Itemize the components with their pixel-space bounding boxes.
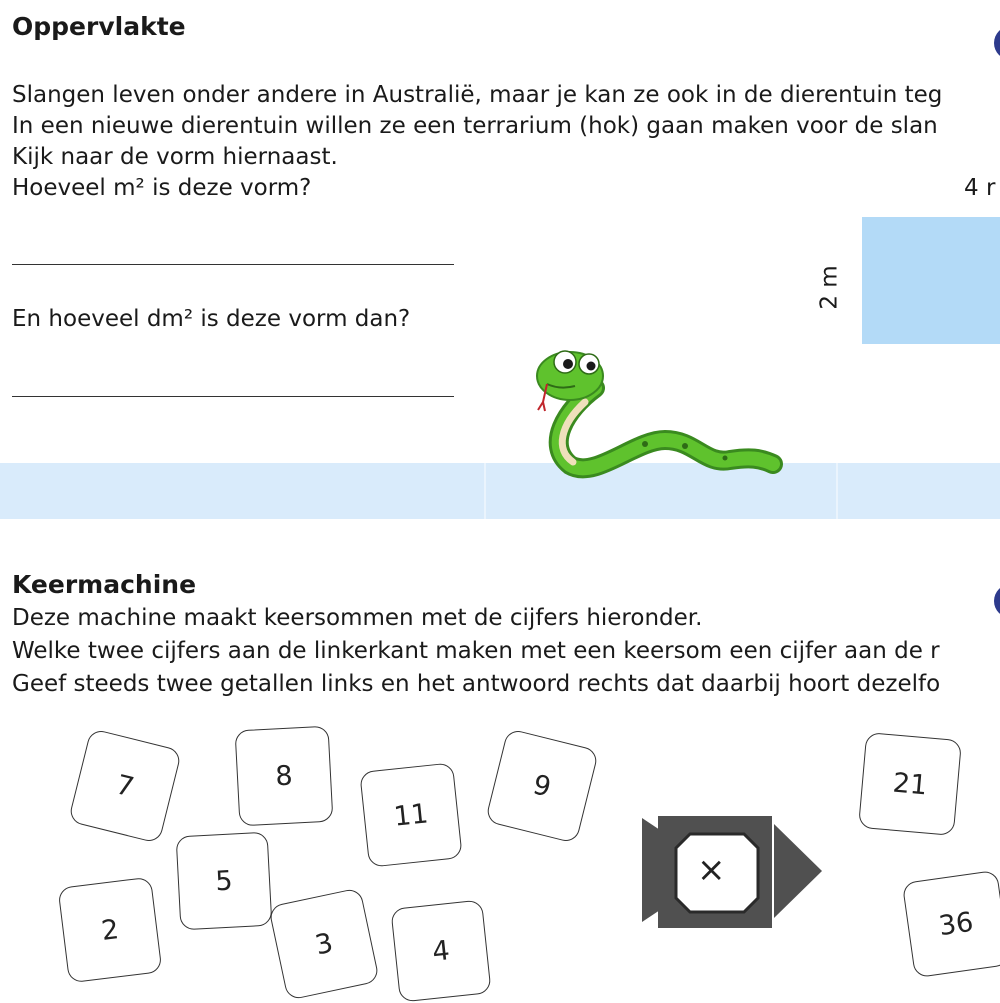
number-tile[interactable] (390, 899, 491, 1002)
answer-tile[interactable] (902, 870, 1000, 978)
number-tile[interactable] (485, 728, 599, 844)
shape-width-label: 4 r (964, 175, 996, 201)
tile-value: 9 (529, 768, 555, 804)
section-badge-icon (994, 26, 1000, 60)
answer-tile[interactable] (858, 732, 962, 836)
tile-value: 8 (274, 760, 294, 792)
number-tile[interactable] (68, 728, 182, 844)
question-m2: Hoeveel m² is deze vorm? (12, 175, 312, 201)
tile-value: 21 (891, 767, 929, 801)
intro-text-line: Slangen leven onder andere in Australië, maar je kan ze ook in de dierentuin teg (12, 82, 943, 108)
tile-value: 3 (312, 927, 336, 961)
answer-line-dm2[interactable] (12, 396, 454, 397)
instruction-line: Welke twee cijfers aan de linkerkant maken met een keersom een cijfer aan de r (12, 638, 940, 664)
intro-text-line: Kijk naar de vorm hiernaast. (12, 144, 338, 170)
blue-band (0, 463, 1000, 519)
section-badge-icon (994, 584, 1000, 618)
band-divider (836, 463, 838, 519)
multiply-machine-icon (640, 810, 826, 932)
section-title-keermachine: Keermachine (12, 570, 197, 599)
question-dm2: En hoeveel dm² is deze vorm dan? (12, 306, 411, 332)
number-tile[interactable] (235, 726, 334, 827)
answer-line-m2[interactable] (12, 264, 454, 265)
tile-value: 11 (392, 797, 430, 833)
tile-value: 5 (214, 865, 234, 897)
tile-value: 2 (99, 913, 121, 947)
number-tile[interactable] (268, 887, 380, 1000)
section-title-oppervlakte: Oppervlakte (12, 12, 186, 41)
tile-value: 4 (430, 934, 452, 968)
multiply-symbol: × (697, 850, 726, 890)
intro-text-line: In een nieuwe dierentuin willen ze een terrarium (hok) gaan maken voor de slan (12, 113, 938, 139)
tile-value: 7 (112, 768, 138, 804)
band-divider (484, 463, 486, 519)
snake-icon (525, 340, 785, 490)
instruction-line: Deze machine maakt keersommen met de cijfers hieronder. (12, 605, 703, 631)
tile-value: 36 (936, 906, 976, 942)
shape-height-label: 2 m (816, 265, 843, 310)
number-tile[interactable] (58, 877, 163, 984)
number-tile[interactable] (176, 832, 273, 931)
rectangle-shape (862, 217, 1000, 344)
instruction-line: Geef steeds twee getallen links en het antwoord rechts dat daarbij hoort dezelfo (12, 671, 941, 697)
number-tile[interactable] (359, 762, 463, 867)
